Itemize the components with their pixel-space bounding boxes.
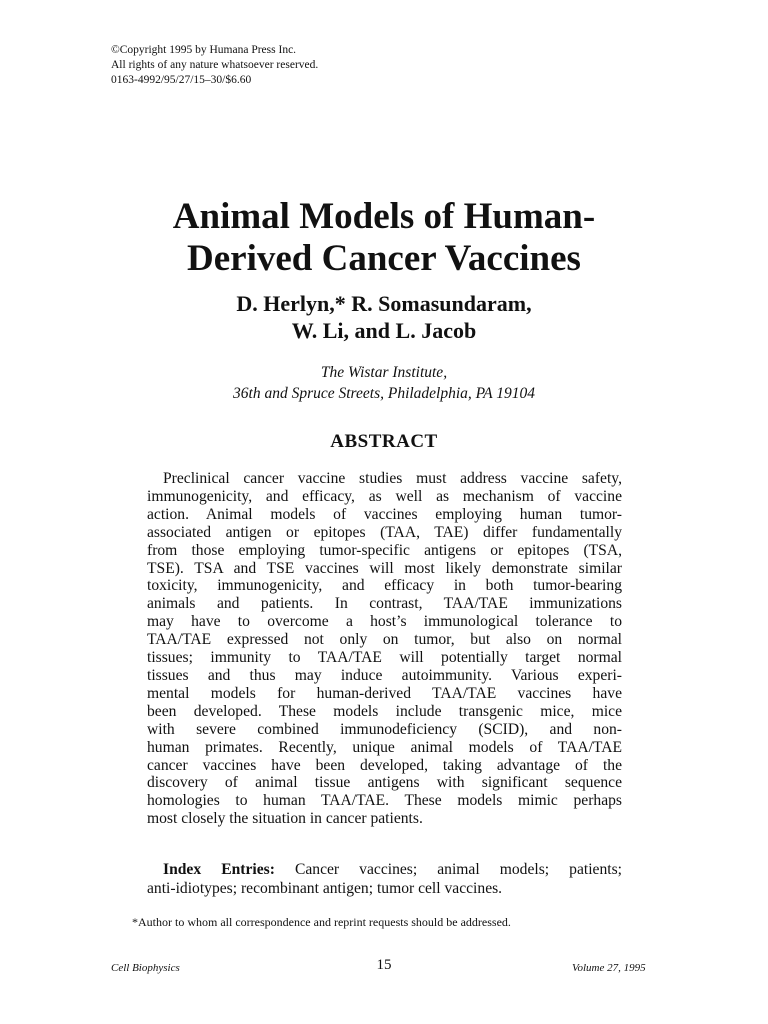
- institution-name: The Wistar Institute,: [320, 364, 448, 381]
- rights-line: All rights of any nature whatsoever reserved.: [111, 59, 319, 71]
- author-list: [0, 290, 768, 344]
- abstract-line: with severe combined immunodeficiency (SCID), and non-: [147, 720, 622, 738]
- abstract-line: Preclinical cancer vaccine studies must address vaccine safety,: [163, 470, 622, 487]
- index-entries-line-1: [147, 860, 622, 879]
- abstract-line: toxicity, immunogenicity, and efficacy in both tumor-bearing: [147, 577, 622, 595]
- index-entries-terms: Cancer vaccines; animal models; patients;: [274, 861, 623, 878]
- abstract-line: homologies to human TAA/TAE. These models mimic perhaps: [147, 792, 622, 810]
- corresponding-author-footnote: *Author to whom all correspondence and reprint requests should be addressed.: [132, 915, 511, 929]
- title-line-2: Derived Cancer Vaccines: [187, 238, 581, 279]
- abstract-line: from those employing tumor-specific antigens or epitopes (TSA,: [147, 541, 622, 559]
- institution-address: 36th and Spruce Streets, Philadelphia, PA 19104: [233, 385, 535, 402]
- abstract-line: immunogenicity, and efficacy, as well as mechanism of vaccine: [147, 487, 622, 505]
- issn-line: 0163-4992/95/27/15–30/$6.60: [111, 74, 252, 86]
- abstract-line: most closely the situation in cancer patients.: [147, 810, 423, 828]
- abstract-line: tissues and thus may induce autoimmunity. Various experi-: [147, 666, 622, 684]
- abstract-line: human primates. Recently, unique animal models of TAA/TAE: [147, 738, 622, 756]
- copyright-notice: [111, 43, 318, 88]
- authors-line-1: D. Herlyn,* R. Somasundaram,: [236, 291, 532, 316]
- abstract-heading: ABSTRACT: [330, 431, 438, 452]
- abstract-line: TAA/TAE expressed not only on tumor, but also on normal: [147, 631, 622, 649]
- abstract-line: action. Animal models of vaccines employing human tumor-: [147, 505, 622, 523]
- abstract-line: may have to overcome a host’s immunological tolerance to: [147, 613, 622, 631]
- abstract-line: associated antigen or epitopes (TAA, TAE) differ fundamentally: [147, 523, 622, 541]
- abstract-line: discovery of animal tissue antigens with significant sequence: [147, 774, 622, 792]
- copyright-line: ©Copyright 1995 by Humana Press Inc.: [111, 44, 297, 56]
- title-line-1: Animal Models of Human-: [172, 196, 596, 237]
- abstract-text: [147, 470, 622, 828]
- abstract-line: mental models for human-derived TAA/TAE vaccines have: [147, 684, 622, 702]
- index-entries-line-2: anti-idiotypes; recombinant antigen; tumor cell vaccines.: [147, 880, 503, 897]
- abstract-line: been developed. These models include transgenic mice, mice: [147, 702, 622, 720]
- abstract-line: tissues; immunity to TAA/TAE will potentially target normal: [147, 649, 622, 667]
- index-entries: [147, 860, 622, 898]
- abstract-line: TSE). TSA and TSE vaccines will most likely demonstrate similar: [147, 559, 622, 577]
- affiliation: [0, 362, 768, 404]
- abstract-line: cancer vaccines have been developed, taking advantage of the: [147, 756, 622, 774]
- journal-name: Cell Biophysics: [111, 962, 180, 974]
- paper-title: [0, 196, 768, 280]
- volume-info: Volume 27, 1995: [572, 962, 646, 974]
- authors-line-2: W. Li, and L. Jacob: [291, 318, 477, 343]
- index-entries-label: Index Entries:: [163, 861, 275, 878]
- page-number: 15: [376, 957, 392, 973]
- abstract-line: animals and patients. In contrast, TAA/TAE immunizations: [147, 595, 622, 613]
